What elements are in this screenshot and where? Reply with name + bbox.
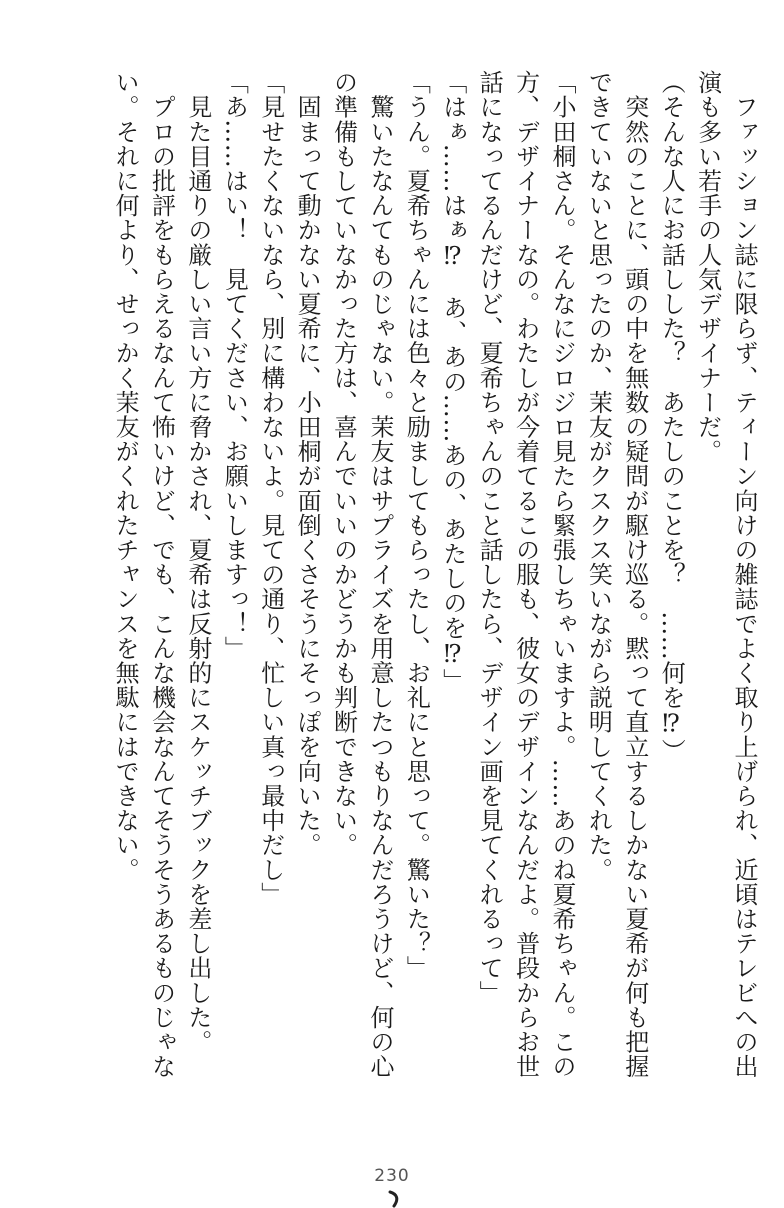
paragraph: 「うん。夏希ちゃんには色々と励ましてもらったし、お礼にと思って。驚いた？」 [402,70,431,981]
body-text [40,70,762,1090]
page-number: 230 [374,1166,410,1186]
paragraph: 「小田桐さん。そんなにジロジロ見たら緊張しちゃいますよ。……あのね夏希ちゃん。この方、デザイナーなの。わたしが今着てるこの服も、彼女のデザインなんだよ。普段からお世話になってるんだけど、夏希ちゃんのこと話したら、デザイン画を見てくれるって」 [475,70,576,1079]
paragraph: 突然のことに、頭の中を無数の疑問が駆け巡る。黙って直立するしかない夏希が何も把握できていないと思ったのか、茉友がクスクス笑いながら説明してくれた。 [584,70,649,1079]
paragraph: 「あ……はい！ 見てください、お願いしますっ！」 [220,70,249,661]
paragraph: 驚いたなんてものじゃない。茉友はサプライズを用意したつもりなんだろうけど、何の心の準備もしていなかった方は、喜んでいいのかどうかも判断できない。 [329,70,394,1079]
paragraph: ファッション誌に限らず、ティーン向けの雑誌でよく取り上げられ、近頃はテレビへの出演も多い若手の人気デザイナーだ。 [693,70,758,1079]
paragraph: 見た目通りの厳しい言い方に脅かされ、夏希は反射的にスケッチブックを差し出した。 [183,70,212,1054]
page-mark-icon [385,1190,403,1208]
paragraph: プロの批評をもらえるなんて怖いけど、でも、こんな機会なんてそうそうあるものじゃない。それに何より、せっかく茉友がくれたチャンスを無駄にはできない。 [111,70,176,1079]
paragraph: （そんな人にお話しした？ あたしのことを？ ……何を⁉） [657,70,686,763]
paragraph: 「はぁ……はぁ⁉ あ、あの……あの、あたしのを⁉」 [438,70,467,693]
paragraph: 固まって動かない夏希に、小田桐が面倒くさそうにそっぽを向いた。 [293,70,322,858]
paragraph: 「見せたくないなら、別に構わないよ。見ての通り、忙しい真っ最中だし」 [256,70,285,907]
